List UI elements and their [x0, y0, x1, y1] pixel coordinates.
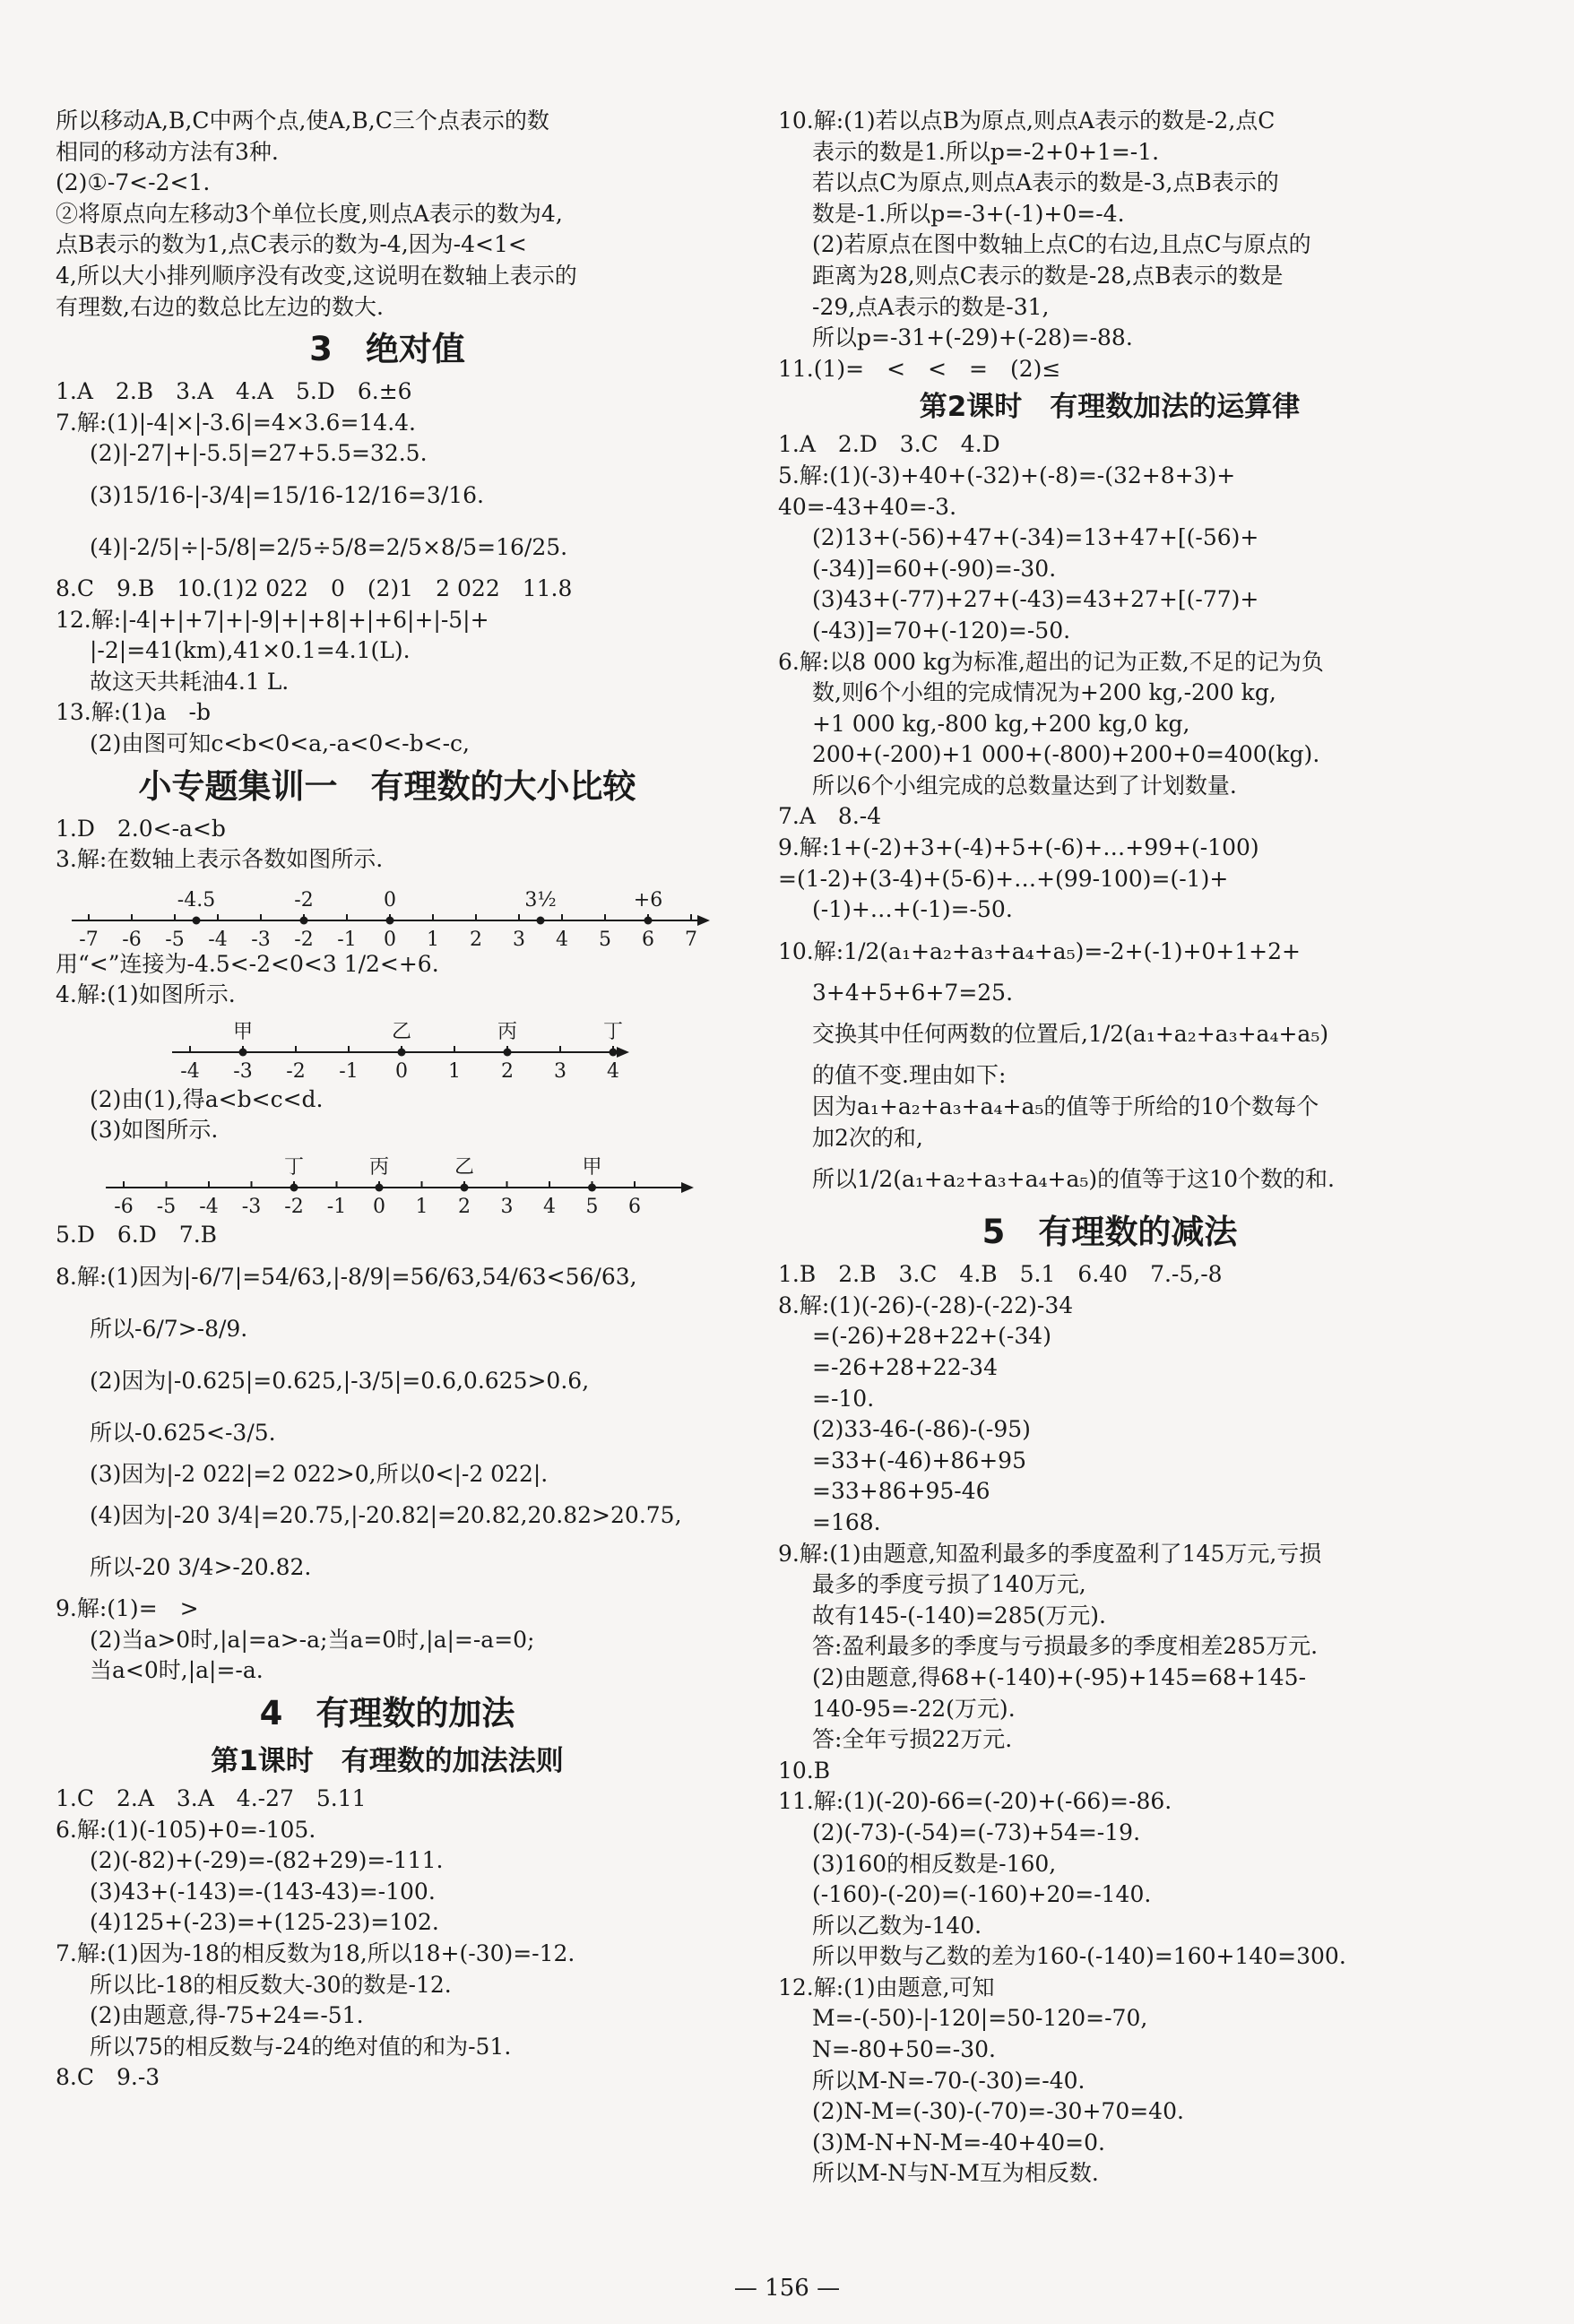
- text-line: (3)如图所示.: [90, 1117, 219, 1144]
- text-line: (4)125+(-23)=+(125-23)=102.: [90, 1909, 439, 1936]
- point-dot: [376, 1184, 384, 1192]
- point-dot: [461, 1184, 469, 1192]
- text-line: 交换其中任何两数的位置后,1/2(a₁+a₂+a₃+a₄+a₅): [812, 1021, 1329, 1048]
- point-label: -4.5: [177, 888, 216, 911]
- tick-label: -2: [284, 1196, 304, 1219]
- text-line: (2)由题意,得-75+24=-51.: [90, 2002, 364, 2029]
- text-line: 1.C 2.A 3.A 4.-27 5.11: [56, 1785, 367, 1812]
- point-dot: [386, 916, 394, 924]
- section-4-continuation: [778, 106, 1441, 384]
- text-line: 40=-43+40=-3.: [778, 493, 957, 520]
- text-line: 若以点C为原点,则点A表示的数是-3,点B表示的: [812, 169, 1279, 196]
- text-line: =168.: [812, 1508, 881, 1535]
- point-dot: [588, 1184, 596, 1192]
- text-line: 8.解:(1)因为|-6/7|=54/63,|-8/9|=56/63,54/63<56/63,: [56, 1263, 637, 1290]
- text-line: 7.A 8.-4: [778, 803, 882, 830]
- section-4-answers: [56, 1784, 719, 2094]
- point-label: 3½: [524, 888, 557, 911]
- tick-label: -1: [339, 1059, 359, 1083]
- lesson-2-answers: [778, 429, 1441, 1205]
- text-line: N=-80+50=-30.: [812, 2036, 996, 2063]
- text-line: 所以6个小组完成的总数量达到了计划数量.: [812, 772, 1237, 799]
- section-3-answers: [56, 376, 719, 759]
- tick-label: 1: [427, 928, 439, 949]
- text-line: 所以p=-31+(-29)+(-28)=-88.: [812, 324, 1133, 351]
- section-title-absolute-value: 3 绝对值: [309, 330, 465, 369]
- text-line: 答:盈利最多的季度与亏损最多的季度相差285万元.: [812, 1633, 1319, 1660]
- tick-label: -4: [208, 928, 228, 949]
- text-line: 10.B: [778, 1757, 831, 1784]
- text-line: (2)因为|-0.625|=0.625,|-3/5|=0.6,0.625>0.6,: [90, 1367, 590, 1394]
- tick-label: 2: [470, 928, 482, 949]
- text-line: 8.C 9.B 10.(1)2 022 0 (2)1 2 022 11.8: [56, 575, 573, 601]
- tick-label: 0: [373, 1196, 385, 1219]
- text-line: (-34)]=60+(-90)=-30.: [812, 555, 1057, 582]
- point-dot: [610, 1048, 618, 1056]
- text-line: 最多的季度亏损了140万元,: [812, 1571, 1086, 1598]
- text-line: (3)43+(-143)=-(143-43)=-100.: [90, 1878, 436, 1905]
- text-line: 所以-0.625<-3/5.: [90, 1419, 276, 1446]
- tick-label: -3: [241, 1196, 262, 1219]
- text-line: 200+(-200)+1 000+(-800)+200+0=400(kg).: [812, 741, 1320, 768]
- point-label: 乙: [391, 1020, 412, 1043]
- section-5-answers: [778, 1259, 1441, 2190]
- text-line: 4,所以大小排列顺序没有改变,这说明在数轴上表示的: [56, 262, 577, 289]
- text-line: 数,则6个小组的完成情况为+200 kg,-200 kg,: [812, 679, 1276, 706]
- text-line: (2)(-73)-(-54)=(-73)+54=-19.: [812, 1819, 1141, 1845]
- text-line: 表示的数是1.所以p=-2+0+1=-1.: [812, 138, 1160, 165]
- point-label: 丁: [283, 1156, 305, 1179]
- text-line: 距离为28,则点C表示的数是-28,点B表示的数是: [812, 262, 1284, 289]
- text-line: (2)由(1),得a<b<c<d.: [90, 1085, 324, 1112]
- text-line: 13.解:(1)a -b: [56, 699, 211, 726]
- text-line: 11.解:(1)(-20)-66=(-20)+(-66)=-86.: [778, 1788, 1172, 1815]
- section-2-continuation: [56, 106, 719, 323]
- point-label: 丙: [368, 1156, 390, 1179]
- text-line: 9.解:1+(-2)+3+(-4)+5+(-6)+…+99+(-100): [778, 834, 1259, 861]
- point-label: 甲: [232, 1020, 254, 1043]
- text-line: (3)15/16-|-3/4|=15/16-12/16=3/16.: [90, 481, 484, 508]
- number-line-3: [56, 1146, 719, 1220]
- section-title-addition: 4 有理数的加法: [259, 1694, 515, 1733]
- text-line: 5.解:(1)(-3)+40+(-32)+(-8)=-(32+8+3)+: [778, 462, 1236, 488]
- lesson-title-addition-laws: 第2课时 有理数加法的运算律: [919, 391, 1301, 424]
- text-line: (-160)-(-20)=(-160)+20=-140.: [812, 1881, 1152, 1908]
- text-line: 数是-1.所以p=-3+(-1)+0=-4.: [812, 200, 1125, 227]
- text-line: 7.解:(1)因为-18的相反数为18,所以18+(-30)=-12.: [56, 1940, 575, 1966]
- text-line: (2)13+(-56)+47+(-34)=13+47+[(-56)+: [812, 524, 1259, 551]
- text-line: 6.解:以8 000 kg为标准,超出的记为正数,不足的记为负: [778, 648, 1324, 675]
- point-label: +6: [633, 888, 663, 911]
- point-dot: [239, 1048, 247, 1056]
- point-dot: [193, 916, 201, 924]
- tick-label: -4: [199, 1196, 219, 1219]
- tick-label: -1: [326, 1196, 347, 1219]
- tick-label: -2: [286, 1059, 306, 1083]
- text-line: 因为a₁+a₂+a₃+a₄+a₅的值等于所给的10个数每个: [812, 1093, 1319, 1120]
- point-dot: [398, 1048, 406, 1056]
- tick-label: -3: [251, 928, 271, 949]
- text-line: |-2|=41(km),41×0.1=4.1(L).: [90, 637, 411, 664]
- tick-label: 4: [607, 1059, 619, 1083]
- tick-label: -2: [294, 928, 314, 949]
- text-line: (3)M-N+N-M=-40+40=0.: [812, 2129, 1105, 2156]
- point-dot: [504, 1048, 512, 1056]
- text-line: 所以M-N与N-M互为相反数.: [812, 2160, 1099, 2187]
- text-line: 1.A 2.B 3.A 4.A 5.D 6.±6: [56, 378, 412, 405]
- text-line: =(1-2)+(3-4)+(5-6)+…+(99-100)=(-1)+: [778, 865, 1229, 892]
- text-line: 1.A 2.D 3.C 4.D: [778, 431, 1000, 458]
- point-dot: [300, 916, 308, 924]
- tick-label: 3: [554, 1059, 566, 1083]
- point-dot: [290, 1184, 298, 1192]
- tick-label: 5: [585, 1196, 599, 1219]
- text-line: 8.解:(1)(-26)-(-28)-(-22)-34: [778, 1292, 1074, 1318]
- tick-label: -5: [156, 1196, 177, 1219]
- text-line: 加2次的和,: [812, 1124, 923, 1151]
- text-line: ②将原点向左移动3个单位长度,则点A表示的数为4,: [56, 200, 563, 227]
- text-line: (2)33-46-(-86)-(-95): [812, 1416, 1031, 1443]
- text-line: -29,点A表示的数是-31,: [812, 293, 1050, 320]
- point-label: 丁: [602, 1020, 624, 1043]
- text-line: =33+(-46)+86+95: [812, 1447, 1026, 1473]
- text-line: (3)160的相反数是-160,: [812, 1850, 1057, 1877]
- text-line: 点B表示的数为1,点C表示的数为-4,因为-4<1<: [56, 231, 527, 258]
- tick-label: -5: [165, 928, 185, 949]
- text-line: 4.解:(1)如图所示.: [56, 981, 236, 1008]
- topic-answers: [56, 814, 719, 1688]
- text-line: 所以1/2(a₁+a₂+a₃+a₄+a₅)的值等于这10个数的和.: [812, 1166, 1335, 1193]
- text-line: 5.D 6.D 7.B: [56, 1222, 218, 1248]
- tick-label: -3: [233, 1059, 253, 1083]
- text-line: 1.D 2.0<-a<b: [56, 815, 226, 842]
- text-line: 10.解:1/2(a₁+a₂+a₃+a₄+a₅)=-2+(-1)+0+1+2+: [778, 937, 1301, 964]
- text-line: (2)由图可知c<b<0<a,-a<0<-b<-c,: [90, 730, 470, 756]
- text-line: 有理数,右边的数总比左边的数大.: [56, 293, 384, 320]
- section-title-topic-training: 小专题集训一 有理数的大小比较: [138, 766, 636, 806]
- text-line: 11.(1)= < < = (2)≤: [778, 355, 1061, 382]
- tick-label: 3: [500, 1196, 514, 1219]
- text-line: (3)因为|-2 022|=2 022>0,所以0<|-2 022|.: [90, 1460, 549, 1487]
- text-line: 答:全年亏损22万元.: [812, 1726, 1013, 1753]
- text-line: 3+4+5+6+7=25.: [812, 979, 1014, 1006]
- tick-label: 5: [599, 928, 611, 949]
- text-line: (2)若原点在图中数轴上点C的右边,且点C与原点的: [812, 231, 1311, 258]
- text-line: (2)|-27|+|-5.5|=27+5.5=32.5.: [90, 440, 428, 467]
- text-line: 12.解:(1)由题意,可知: [778, 1974, 995, 2000]
- text-line: (2)当a>0时,|a|=a>-a;当a=0时,|a|=-a=0;: [90, 1626, 535, 1653]
- tick-label: 6: [642, 928, 654, 949]
- tick-label: 0: [384, 928, 396, 949]
- text-line: 6.解:(1)(-105)+0=-105.: [56, 1816, 316, 1843]
- tick-label: 3: [513, 928, 525, 949]
- text-line: (-43)]=70+(-120)=-50.: [812, 617, 1071, 644]
- text-line: 12.解:|-4|+|+7|+|-9|+|+8|+|+6|+|-5|+: [56, 606, 489, 633]
- text-line: (3)43+(-77)+27+(-43)=43+27+[(-77)+: [812, 586, 1259, 613]
- text-line: 所以甲数与乙数的差为160-(-140)=160+140=300.: [812, 1943, 1346, 1970]
- text-line: 故有145-(-140)=285(万元).: [812, 1602, 1106, 1629]
- text-line: M=-(-50)-|-120|=50-120=-70,: [812, 2005, 1148, 2032]
- tick-label: 1: [448, 1059, 461, 1083]
- text-line: 所以移动A,B,C中两个点,使A,B,C三个点表示的数: [56, 108, 549, 134]
- text-line: 所以M-N=-70-(-30)=-40.: [812, 2067, 1085, 2094]
- point-label: 乙: [454, 1156, 475, 1179]
- tick-label: 7: [685, 928, 697, 949]
- number-line-1: [56, 876, 719, 949]
- text-line: (2)①-7<-2<1.: [56, 169, 211, 196]
- text-line: 故这天共耗油4.1 L.: [90, 668, 290, 695]
- text-line: 7.解:(1)|-4|×|-3.6|=4×3.6=14.4.: [56, 409, 417, 436]
- text-line: 所以-6/7>-8/9.: [90, 1315, 248, 1342]
- tick-label: 4: [543, 1196, 556, 1219]
- text-line: (-1)+…+(-1)=-50.: [812, 896, 1013, 923]
- text-line: (4)因为|-20 3/4|=20.75,|-20.82|=20.82,20.82>20.75,: [90, 1502, 682, 1529]
- text-line: 9.解:(1)= >: [56, 1595, 199, 1622]
- tick-label: 2: [501, 1059, 514, 1083]
- text-line: 当a<0时,|a|=-a.: [90, 1657, 264, 1684]
- text-line: 所以比-18的相反数大-30的数是-12.: [90, 1971, 452, 1998]
- text-line: 10.解:(1)若以点B为原点,则点A表示的数是-2,点C: [778, 108, 1276, 134]
- right-column: [778, 106, 1441, 2190]
- text-line: =-26+28+22-34: [812, 1354, 998, 1380]
- left-column: [56, 106, 719, 2094]
- text-line: =33+86+95-46: [812, 1478, 990, 1505]
- tick-label: 6: [628, 1196, 641, 1219]
- point-dot: [644, 916, 653, 924]
- tick-label: 4: [556, 928, 568, 949]
- point-dot: [537, 916, 545, 924]
- number-line-2: [56, 1011, 719, 1084]
- point-label: -2: [294, 888, 314, 911]
- tick-label: -4: [180, 1059, 200, 1083]
- tick-label: 1: [415, 1196, 428, 1219]
- lesson-title-addition-rule: 第1课时 有理数的加法法则: [211, 1745, 564, 1778]
- text-line: 用“<”连接为-4.5<-2<0<3 1/2<+6.: [56, 950, 439, 977]
- text-line: +1 000 kg,-800 kg,+200 kg,0 kg,: [812, 710, 1190, 737]
- text-line: 3.解:在数轴上表示各数如图所示.: [56, 846, 384, 873]
- text-line: =(-26)+28+22+(-34): [812, 1323, 1051, 1350]
- text-line: =-10.: [812, 1385, 875, 1412]
- page-number: — 156 —: [733, 2275, 841, 2302]
- text-line: (4)|-2/5|÷|-5/8|=2/5÷5/8=2/5×8/5=16/25.: [90, 533, 568, 560]
- point-label: 0: [384, 888, 396, 911]
- text-line: 所以-20 3/4>-20.82.: [90, 1554, 312, 1581]
- text-line: 相同的移动方法有3种.: [56, 138, 279, 165]
- tick-label: 2: [458, 1196, 471, 1219]
- text-line: 所以75的相反数与-24的绝对值的和为-51.: [90, 2033, 512, 2060]
- text-line: (2)(-82)+(-29)=-(82+29)=-111.: [90, 1847, 444, 1874]
- point-label: 甲: [582, 1156, 602, 1179]
- tick-label: -6: [114, 1196, 134, 1219]
- text-line: (2)N-M=(-30)-(-70)=-30+70=40.: [812, 2098, 1184, 2125]
- text-line: 的值不变.理由如下:: [812, 1062, 1007, 1089]
- text-line: (2)由题意,得68+(-140)+(-95)+145=68+145-: [812, 1663, 1307, 1690]
- text-line: 所以乙数为-140.: [812, 1912, 982, 1939]
- text-line: 140-95=-22(万元).: [812, 1695, 1016, 1722]
- section-title-subtraction: 5 有理数的减法: [982, 1213, 1238, 1252]
- tick-label: -1: [337, 928, 357, 949]
- tick-label: -6: [122, 928, 142, 949]
- text-line: 1.B 2.B 3.C 4.B 5.1 6.40 7.-5,-8: [778, 1261, 1223, 1288]
- tick-label: -7: [79, 928, 99, 949]
- text-line: 9.解:(1)由题意,知盈利最多的季度盈利了145万元,亏损: [778, 1540, 1322, 1567]
- text-line: 8.C 9.-3: [56, 2064, 160, 2091]
- tick-label: 0: [395, 1059, 408, 1083]
- point-label: 丙: [497, 1020, 518, 1043]
